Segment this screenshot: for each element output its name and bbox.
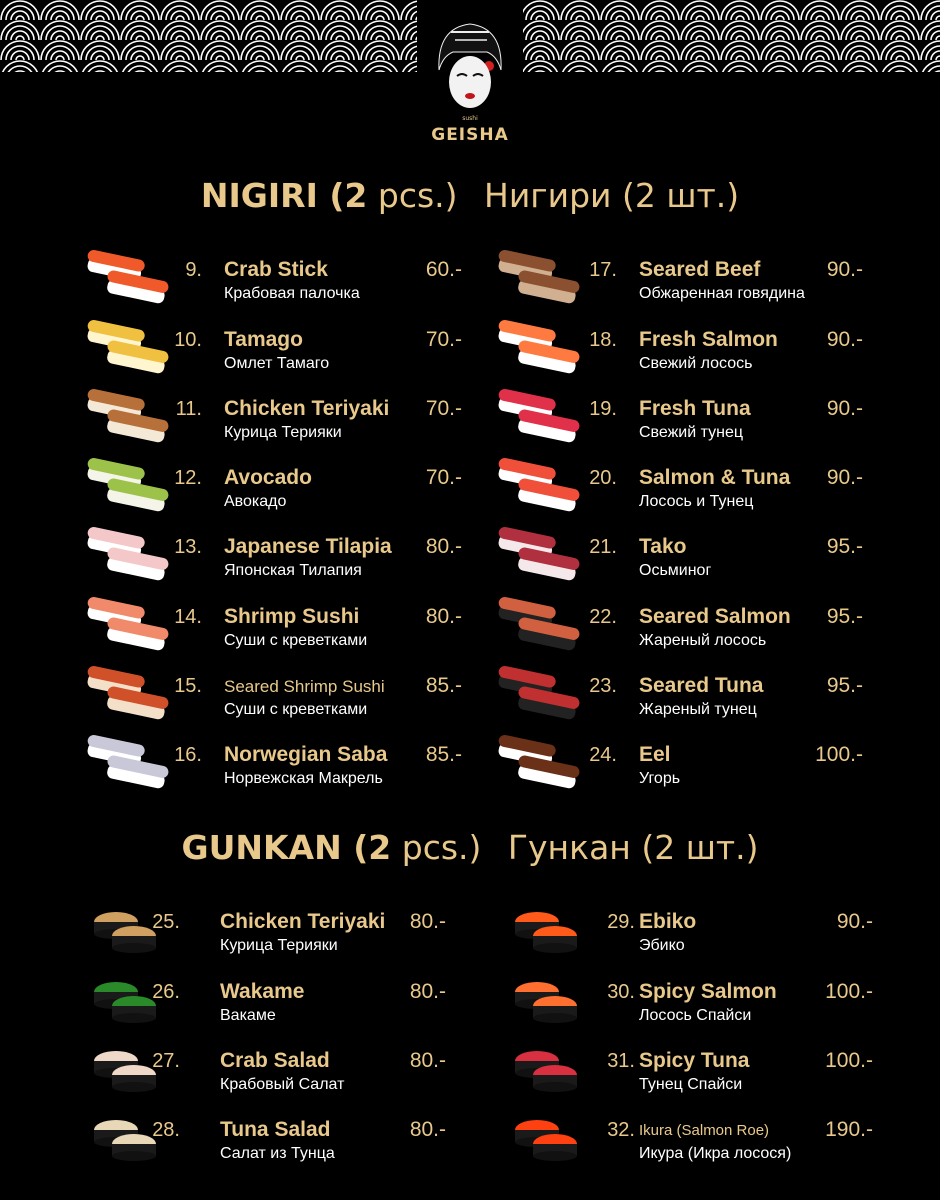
- item-number: 9.: [185, 259, 202, 281]
- item-name-ru: Салат из Тунца: [220, 1145, 335, 1162]
- item-name-ru: Икура (Икра лосося): [639, 1145, 792, 1162]
- item-name: Fresh Tuna: [639, 397, 751, 420]
- item-price: 80.-: [409, 1118, 446, 1141]
- gunkan-title-en: GUNKAN (2: [181, 828, 392, 867]
- item-number: 22.: [589, 606, 617, 628]
- item-price: 95.-: [826, 535, 863, 558]
- item-name-ru: Тунец Спайси: [639, 1076, 743, 1093]
- menu-item: [82, 674, 462, 732]
- menu-item: [82, 258, 462, 316]
- menu-item: [82, 466, 462, 524]
- salmon-tuna-nigiri-photo: [493, 456, 585, 516]
- item-name-ru: Лосось и Тунец: [639, 493, 754, 510]
- menu-item: [82, 605, 462, 663]
- item-name-ru: Суши с креветками: [224, 701, 368, 718]
- geisha-logo: [417, 0, 523, 152]
- item-number: 15.: [174, 675, 202, 697]
- item-number: 31.: [607, 1050, 635, 1072]
- item-name: Ebiko: [639, 910, 697, 933]
- logo-small-text: sushi: [462, 115, 478, 122]
- item-price: 95.-: [826, 605, 863, 628]
- item-price: 100.-: [815, 743, 863, 766]
- item-price: 100.-: [825, 1049, 873, 1072]
- item-name: Seared Shrimp Sushi: [224, 677, 385, 696]
- menu-item: [493, 397, 863, 455]
- item-number: 19.: [589, 398, 617, 420]
- item-number: 27.: [152, 1050, 180, 1072]
- item-number: 29.: [607, 911, 635, 933]
- item-number: 16.: [174, 744, 202, 766]
- item-number: 26.: [152, 981, 180, 1003]
- menu-item: [493, 674, 863, 732]
- ikura-gunkan-photo: [503, 1110, 585, 1170]
- item-name: Seared Tuna: [639, 674, 764, 697]
- item-name: Wakame: [220, 980, 305, 1003]
- item-price: 70.-: [425, 466, 462, 489]
- menu-item: [82, 397, 462, 455]
- item-price: 80.-: [409, 1049, 446, 1072]
- chicken-teriyaki-nigiri-photo: [82, 387, 174, 447]
- item-name-ru: Осьминог: [639, 562, 712, 579]
- tako-nigiri-photo: [493, 525, 585, 585]
- menu-item: [503, 980, 873, 1038]
- menu-item: [82, 1118, 446, 1176]
- item-price: 90.-: [826, 328, 863, 351]
- item-price: 90.-: [826, 466, 863, 489]
- item-name: Tuna Salad: [220, 1118, 331, 1141]
- menu-item: [82, 535, 462, 593]
- tuna-nigiri-photo: [493, 387, 585, 447]
- item-name-ru: Японская Тилапия: [224, 562, 362, 579]
- item-name: Avocado: [224, 466, 312, 489]
- item-name-ru: Лосось Спайси: [639, 1007, 752, 1024]
- item-number: 17.: [589, 259, 617, 281]
- item-number: 24.: [589, 744, 617, 766]
- item-name-ru: Жареный лосось: [639, 632, 767, 649]
- menu-item: [503, 1049, 873, 1107]
- item-number: 23.: [589, 675, 617, 697]
- salmon-nigiri-photo: [493, 318, 585, 378]
- item-name-ru: Эбико: [639, 937, 685, 954]
- item-name: Eel: [639, 743, 671, 766]
- item-price: 80.-: [425, 535, 462, 558]
- item-number: 30.: [607, 981, 635, 1003]
- item-number: 11.: [175, 398, 202, 420]
- item-name: Spicy Tuna: [639, 1049, 750, 1072]
- item-name-ru: Угорь: [639, 770, 681, 787]
- item-name-ru: Норвежская Макрель: [224, 770, 383, 787]
- item-name: Fresh Salmon: [639, 328, 778, 351]
- menu-item: [493, 328, 863, 386]
- item-name: Norwegian Saba: [224, 743, 388, 766]
- menu-item: [493, 743, 863, 801]
- item-name: Tako: [639, 535, 687, 558]
- item-number: 25.: [152, 911, 180, 933]
- item-price: 80.-: [409, 910, 446, 933]
- tamago-nigiri-photo: [82, 318, 174, 378]
- item-name-ru: Омлет Тамаго: [224, 355, 330, 372]
- menu-item: [82, 980, 446, 1038]
- seared-tuna-nigiri-photo: [493, 664, 585, 724]
- item-name-ru: Суши с креветками: [224, 632, 368, 649]
- menu-item: [82, 743, 462, 801]
- item-name-ru: Курица Терияки: [224, 424, 342, 441]
- item-price: 60.-: [425, 258, 462, 281]
- item-name-ru: Курица Терияки: [220, 937, 338, 954]
- item-price: 90.-: [826, 258, 863, 281]
- item-name: Crab Stick: [224, 258, 328, 281]
- menu-item: [503, 1118, 873, 1176]
- item-price: 190.-: [825, 1118, 873, 1141]
- menu-item: [493, 605, 863, 663]
- item-number: 10.: [174, 329, 202, 351]
- menu-item: [493, 258, 863, 316]
- item-number: 32.: [607, 1119, 635, 1141]
- item-name-ru: Вакаме: [220, 1007, 276, 1024]
- item-number: 12.: [174, 467, 202, 489]
- item-name: Spicy Salmon: [639, 980, 777, 1003]
- item-name: Ikura (Salmon Roe): [639, 1122, 770, 1139]
- item-name: Japanese Tilapia: [224, 535, 392, 558]
- item-name-ru: Свежий лосось: [639, 355, 753, 372]
- menu-item: [82, 328, 462, 386]
- menu-item: [82, 1049, 446, 1107]
- item-number: 14.: [174, 606, 202, 628]
- item-name: Tamago: [224, 328, 303, 351]
- item-name-ru: Обжаренная говядина: [639, 285, 805, 302]
- item-price: 90.-: [836, 910, 873, 933]
- seared-beef-nigiri-photo: [493, 248, 585, 308]
- item-name: Chicken Teriyaki: [220, 910, 386, 933]
- item-price: 80.-: [425, 605, 462, 628]
- eel-nigiri-photo: [493, 733, 585, 793]
- nigiri-title-pcs: pcs.): [377, 176, 458, 215]
- gunkan-title-ru: Гункан (2 шт.): [507, 828, 759, 867]
- item-name: Seared Beef: [639, 258, 761, 281]
- tilapia-nigiri-photo: [82, 525, 174, 585]
- saba-nigiri-photo: [82, 733, 174, 793]
- menu-item: [503, 910, 873, 968]
- item-name: Shrimp Sushi: [224, 605, 360, 628]
- seared-salmon-nigiri-photo: [493, 595, 585, 655]
- item-name: Seared Salmon: [639, 605, 791, 628]
- item-price: 70.-: [425, 328, 462, 351]
- item-name: Chicken Teriyaki: [224, 397, 390, 420]
- nigiri-title-en: NIGIRI (2: [200, 176, 368, 215]
- logo-text: GEISHA: [431, 125, 509, 145]
- item-name: Salmon & Tuna: [639, 466, 791, 489]
- nigiri-title-ru: Нигири (2 шт.): [484, 176, 740, 215]
- item-price: 80.-: [409, 980, 446, 1003]
- crab-stick-nigiri-photo: [82, 248, 174, 308]
- item-price: 85.-: [425, 674, 462, 697]
- seared-shrimp-nigiri-photo: [82, 664, 174, 724]
- nigiri-section-title: [0, 176, 940, 215]
- menu-item: [493, 535, 863, 593]
- item-name-ru: Свежий тунец: [639, 424, 744, 441]
- item-name: Crab Salad: [220, 1049, 330, 1072]
- item-number: 20.: [589, 467, 617, 489]
- item-name-ru: Крабовая палочка: [224, 285, 360, 302]
- item-number: 13.: [174, 536, 202, 558]
- item-number: 28.: [152, 1119, 180, 1141]
- shrimp-nigiri-photo: [82, 595, 174, 655]
- item-price: 70.-: [425, 397, 462, 420]
- gunkan-section-title: [0, 828, 940, 867]
- spicy-tuna-gunkan-photo: [503, 1041, 585, 1101]
- item-name-ru: Жареный тунец: [639, 701, 757, 718]
- item-name-ru: Крабовый Салат: [220, 1076, 345, 1093]
- item-price: 85.-: [425, 743, 462, 766]
- item-price: 95.-: [826, 674, 863, 697]
- item-price: 100.-: [825, 980, 873, 1003]
- menu-item: [82, 910, 446, 968]
- item-price: 90.-: [826, 397, 863, 420]
- menu-item: [493, 466, 863, 524]
- item-number: 21.: [589, 536, 617, 558]
- avocado-nigiri-photo: [82, 456, 174, 516]
- gunkan-title-pcs: pcs.): [401, 828, 482, 867]
- ebiko-gunkan-photo: [503, 902, 585, 962]
- item-name-ru: Авокадо: [224, 493, 287, 510]
- item-number: 18.: [589, 329, 617, 351]
- spicy-salmon-gunkan-photo: [503, 972, 585, 1032]
